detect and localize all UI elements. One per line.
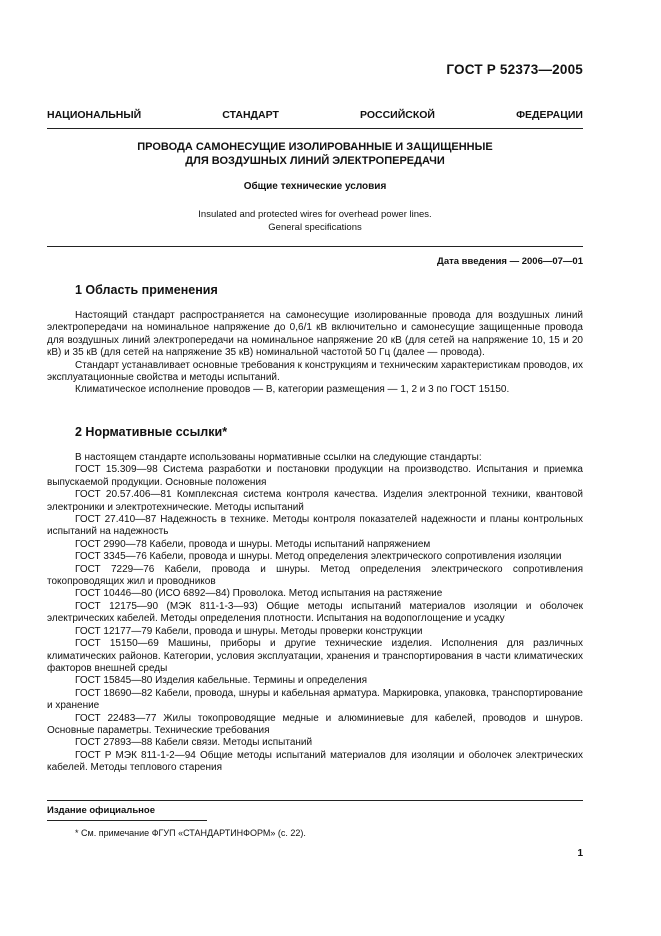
english-title-line: General specifications xyxy=(268,222,362,233)
reference-item: ГОСТ 2990—78 Кабели, провода и шнуры. Методы испытаний напряжением xyxy=(75,538,431,550)
reference-item: ГОСТ 27.410—87 Надежность в технике. Методы контроля показателей надежности и планы контрольных испытаний на надежность xyxy=(47,514,583,538)
reference-item: ГОСТ 20.57.406—81 Комплексная система контроля качества. Изделия электронной техники, квантовой электроники и электротехнические. Методы испытаний xyxy=(47,489,583,513)
reference-item: ГОСТ Р МЭК 811-1-2—94 Общие методы испытаний материалов для изоляции и оболочек электрических кабелей. Методы теплового старения xyxy=(47,749,583,774)
official-edition-label: Издание официальное xyxy=(47,805,155,816)
paragraph: В настоящем стандарте использованы нормативные ссылки на следующие стандарты: xyxy=(75,452,482,463)
official-divider xyxy=(47,800,583,801)
section-body-references xyxy=(47,452,583,775)
paragraph: Настоящий стандарт распространяется на самонесущие изолированные провода для воздушных линий электропередачи на номинальное напряжение до 0,6/1 кВ включительно и самонесущие защищенные провода для воздушных линий электропередачи на номинальное напряжение 20 кВ (для сетей на напряжение 10, 15 и 20 кВ) и 35 кВ (для сетей на напряжение 35 кВ) номинальной частотой 50 Гц (далее — провода). xyxy=(47,310,583,359)
header-divider xyxy=(47,128,583,129)
intro-date: Дата введения — 2006—07—01 xyxy=(437,256,583,267)
document-subtitle: Общие технические условия xyxy=(243,181,387,192)
reference-item: ГОСТ 15845—80 Изделия кабельные. Термины и определения xyxy=(75,675,368,687)
reference-item: ГОСТ 27893—88 Кабели связи. Методы испытаний xyxy=(75,737,313,749)
reference-item: ГОСТ 7229—76 Кабели, провода и шнуры. Метод определения электрического сопротивления токопроводящих жил и проводников xyxy=(47,563,583,588)
reference-item: ГОСТ 15.309—98 Система разработки и постановки продукции на производство. Испытания и приемка выпускаемой продукции. Основные положения xyxy=(47,464,583,488)
banner-word: ФЕДЕРАЦИИ xyxy=(516,109,583,121)
banner-word: СТАНДАРТ xyxy=(222,109,279,121)
reference-item: ГОСТ 15150—69 Машины, приборы и другие технические изделия. Исполнения для различных климатических районов. Категории, условия эксплуатации, хранения и транспортирования в части климатических факторов внешней среды xyxy=(47,638,583,674)
section-body-scope xyxy=(47,310,583,397)
gost-code: ГОСТ Р 52373—2005 xyxy=(446,62,583,77)
page-number: 1 xyxy=(577,848,583,859)
reference-item: ГОСТ 12175—90 (МЭК 811-1-3—93) Общие методы испытаний материалов изоляции и оболочек электрических кабелей. Методы определения плотности. Испытания на водопоглощение и усадку xyxy=(47,600,583,625)
section-heading-references: 2 Нормативные ссылки* xyxy=(75,425,228,439)
english-title xyxy=(47,208,583,234)
date-divider xyxy=(47,246,583,247)
title-line: ДЛЯ ВОЗДУШНЫХ ЛИНИЙ ЭЛЕКТРОПЕРЕДАЧИ xyxy=(185,155,445,167)
section-heading-scope: 1 Область применения xyxy=(75,283,218,297)
footnote: * См. примечание ФГУП «СТАНДАРТИНФОРМ» (с. 22). xyxy=(75,828,306,838)
banner-word: НАЦИОНАЛЬНЫЙ xyxy=(47,109,142,121)
footnote-divider xyxy=(47,820,207,821)
reference-item: ГОСТ 12177—79 Кабели, провода и шнуры. Методы проверки конструкции xyxy=(75,625,423,637)
title-line: ПРОВОДА САМОНЕСУЩИЕ ИЗОЛИРОВАННЫЕ И ЗАЩИЩЕННЫЕ xyxy=(137,141,493,153)
document-title xyxy=(47,140,583,168)
reference-item: ГОСТ 18690—82 Кабели, провода, шнуры и кабельная арматура. Маркировка, упаковка, транспортирование и хранение xyxy=(47,687,583,712)
english-title-line: Insulated and protected wires for overhead power lines. xyxy=(198,209,432,220)
reference-item: ГОСТ 3345—76 Кабели, провода и шнуры. Метод определения электрического сопротивления изоляции xyxy=(75,551,562,563)
national-standard-banner xyxy=(47,109,583,125)
reference-item: ГОСТ 10446—80 (ИСО 6892—84) Проволока. Метод испытания на растяжение xyxy=(75,588,443,600)
paragraph: Стандарт устанавливает основные требования к конструкциям и техническим характеристикам проводов, их эксплуатационные свойства и методы испытаний. xyxy=(47,359,583,384)
paragraph: Климатическое исполнение проводов — В, категории размещения — 1, 2 и 3 по ГОСТ 15150. xyxy=(75,384,510,396)
banner-word: РОССИЙСКОЙ xyxy=(359,109,435,121)
reference-item: ГОСТ 22483—77 Жилы токопроводящие медные и алюминиевые для кабелей, проводов и шнуров. Основные параметры. Технические требования xyxy=(47,712,583,736)
